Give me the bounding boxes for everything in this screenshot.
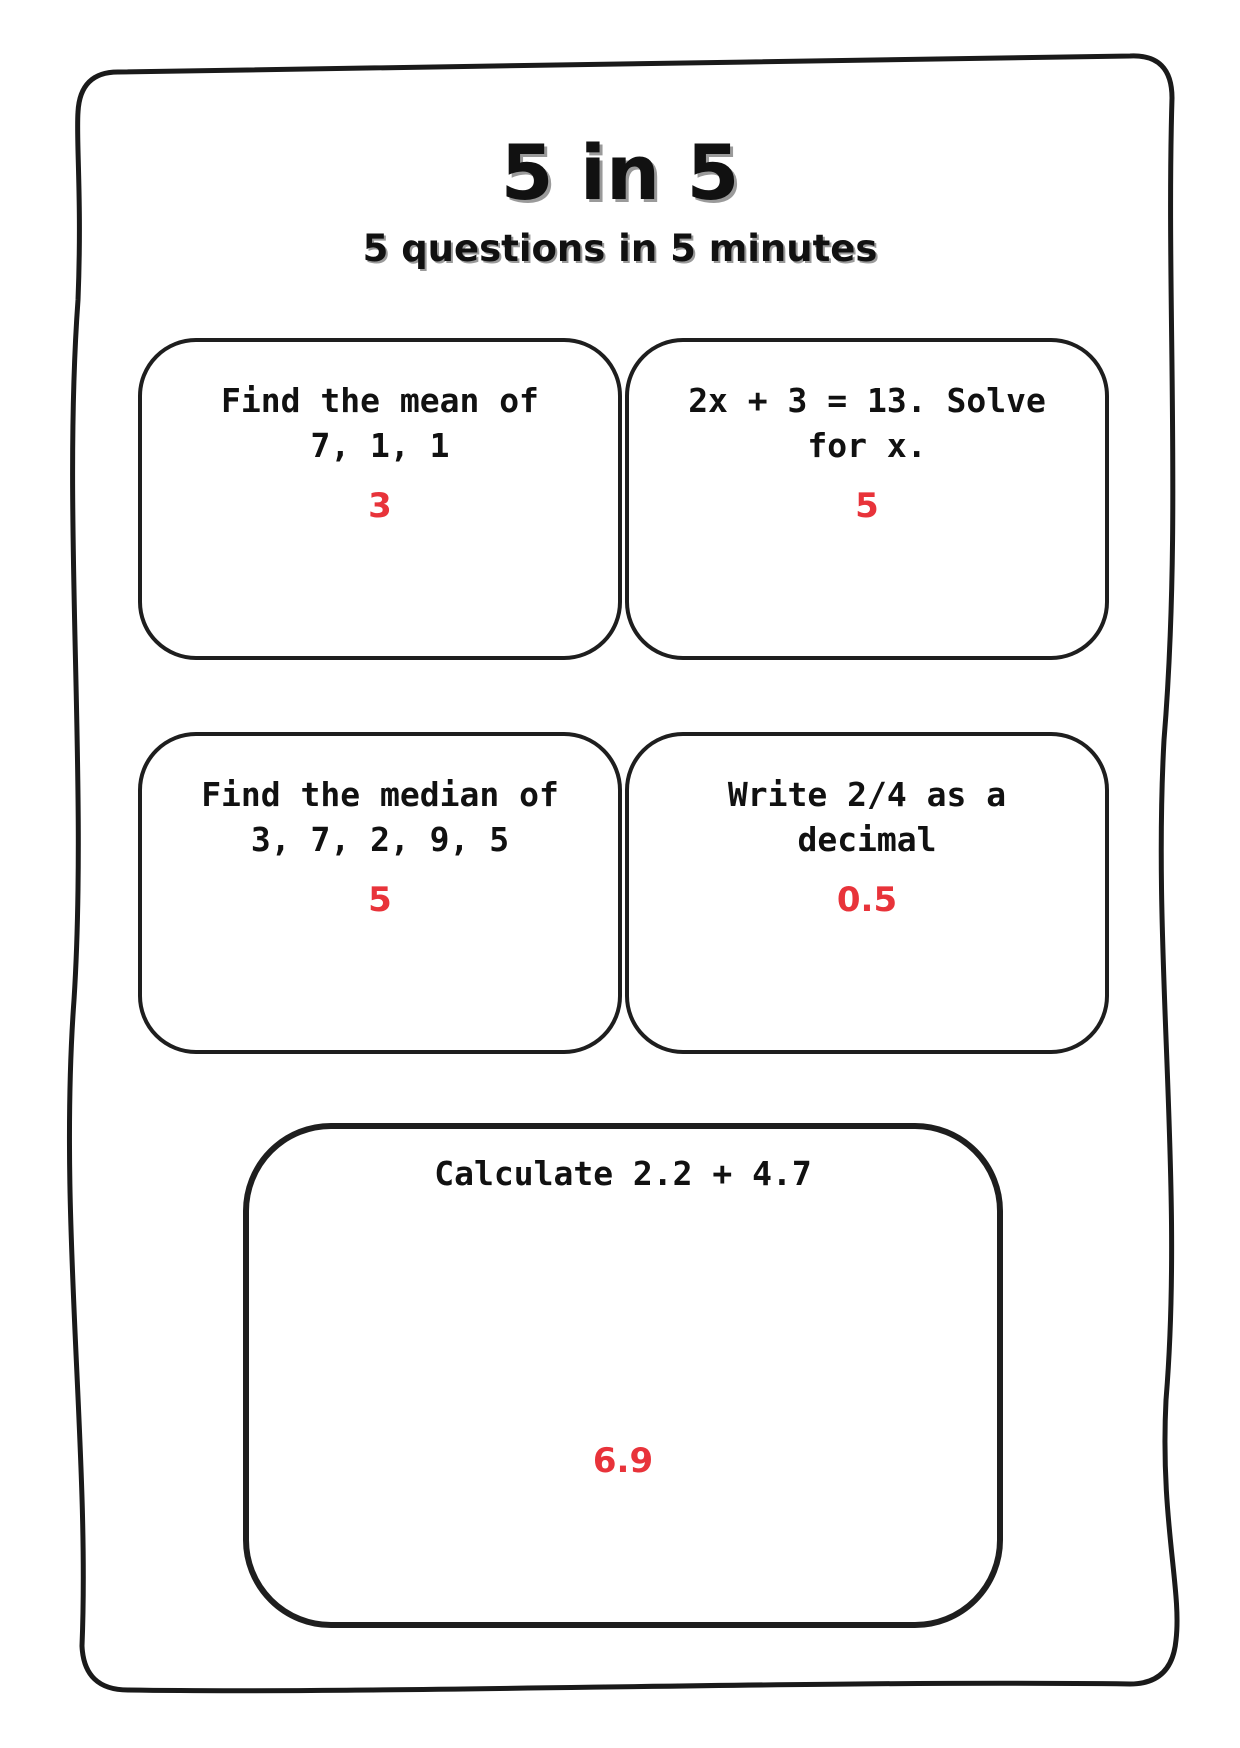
question-line: Write 2/4 as a [727, 775, 1007, 814]
question-text [653, 378, 1081, 468]
answer-text: 5 [855, 486, 879, 526]
question-card-4 [625, 732, 1109, 1054]
page-title: 5 in 5 [500, 128, 740, 217]
question-line: 7, 1, 1 [310, 426, 450, 465]
answer-text: 0.5 [836, 880, 898, 920]
question-line: for x. [807, 426, 927, 465]
answer-text: 6.9 [592, 1441, 654, 1481]
question-text [273, 1151, 973, 1196]
question-line: decimal [797, 820, 937, 859]
answer-text: 5 [368, 880, 392, 920]
question-card-5 [243, 1123, 1003, 1628]
question-line: Find the mean of [221, 381, 539, 420]
question-text [166, 378, 594, 468]
question-text [653, 772, 1081, 862]
page-subtitle: 5 questions in 5 minutes [362, 227, 878, 270]
question-card-3 [138, 732, 622, 1054]
question-line: 2x + 3 = 13. Solve [688, 381, 1046, 420]
question-card-1 [138, 338, 622, 660]
question-text [166, 772, 594, 862]
question-line: Calculate 2.2 + 4.7 [434, 1154, 812, 1193]
question-line: 3, 7, 2, 9, 5 [250, 820, 510, 859]
question-card-2 [625, 338, 1109, 660]
question-line: Find the median of [201, 775, 559, 814]
answer-text: 3 [368, 486, 392, 526]
